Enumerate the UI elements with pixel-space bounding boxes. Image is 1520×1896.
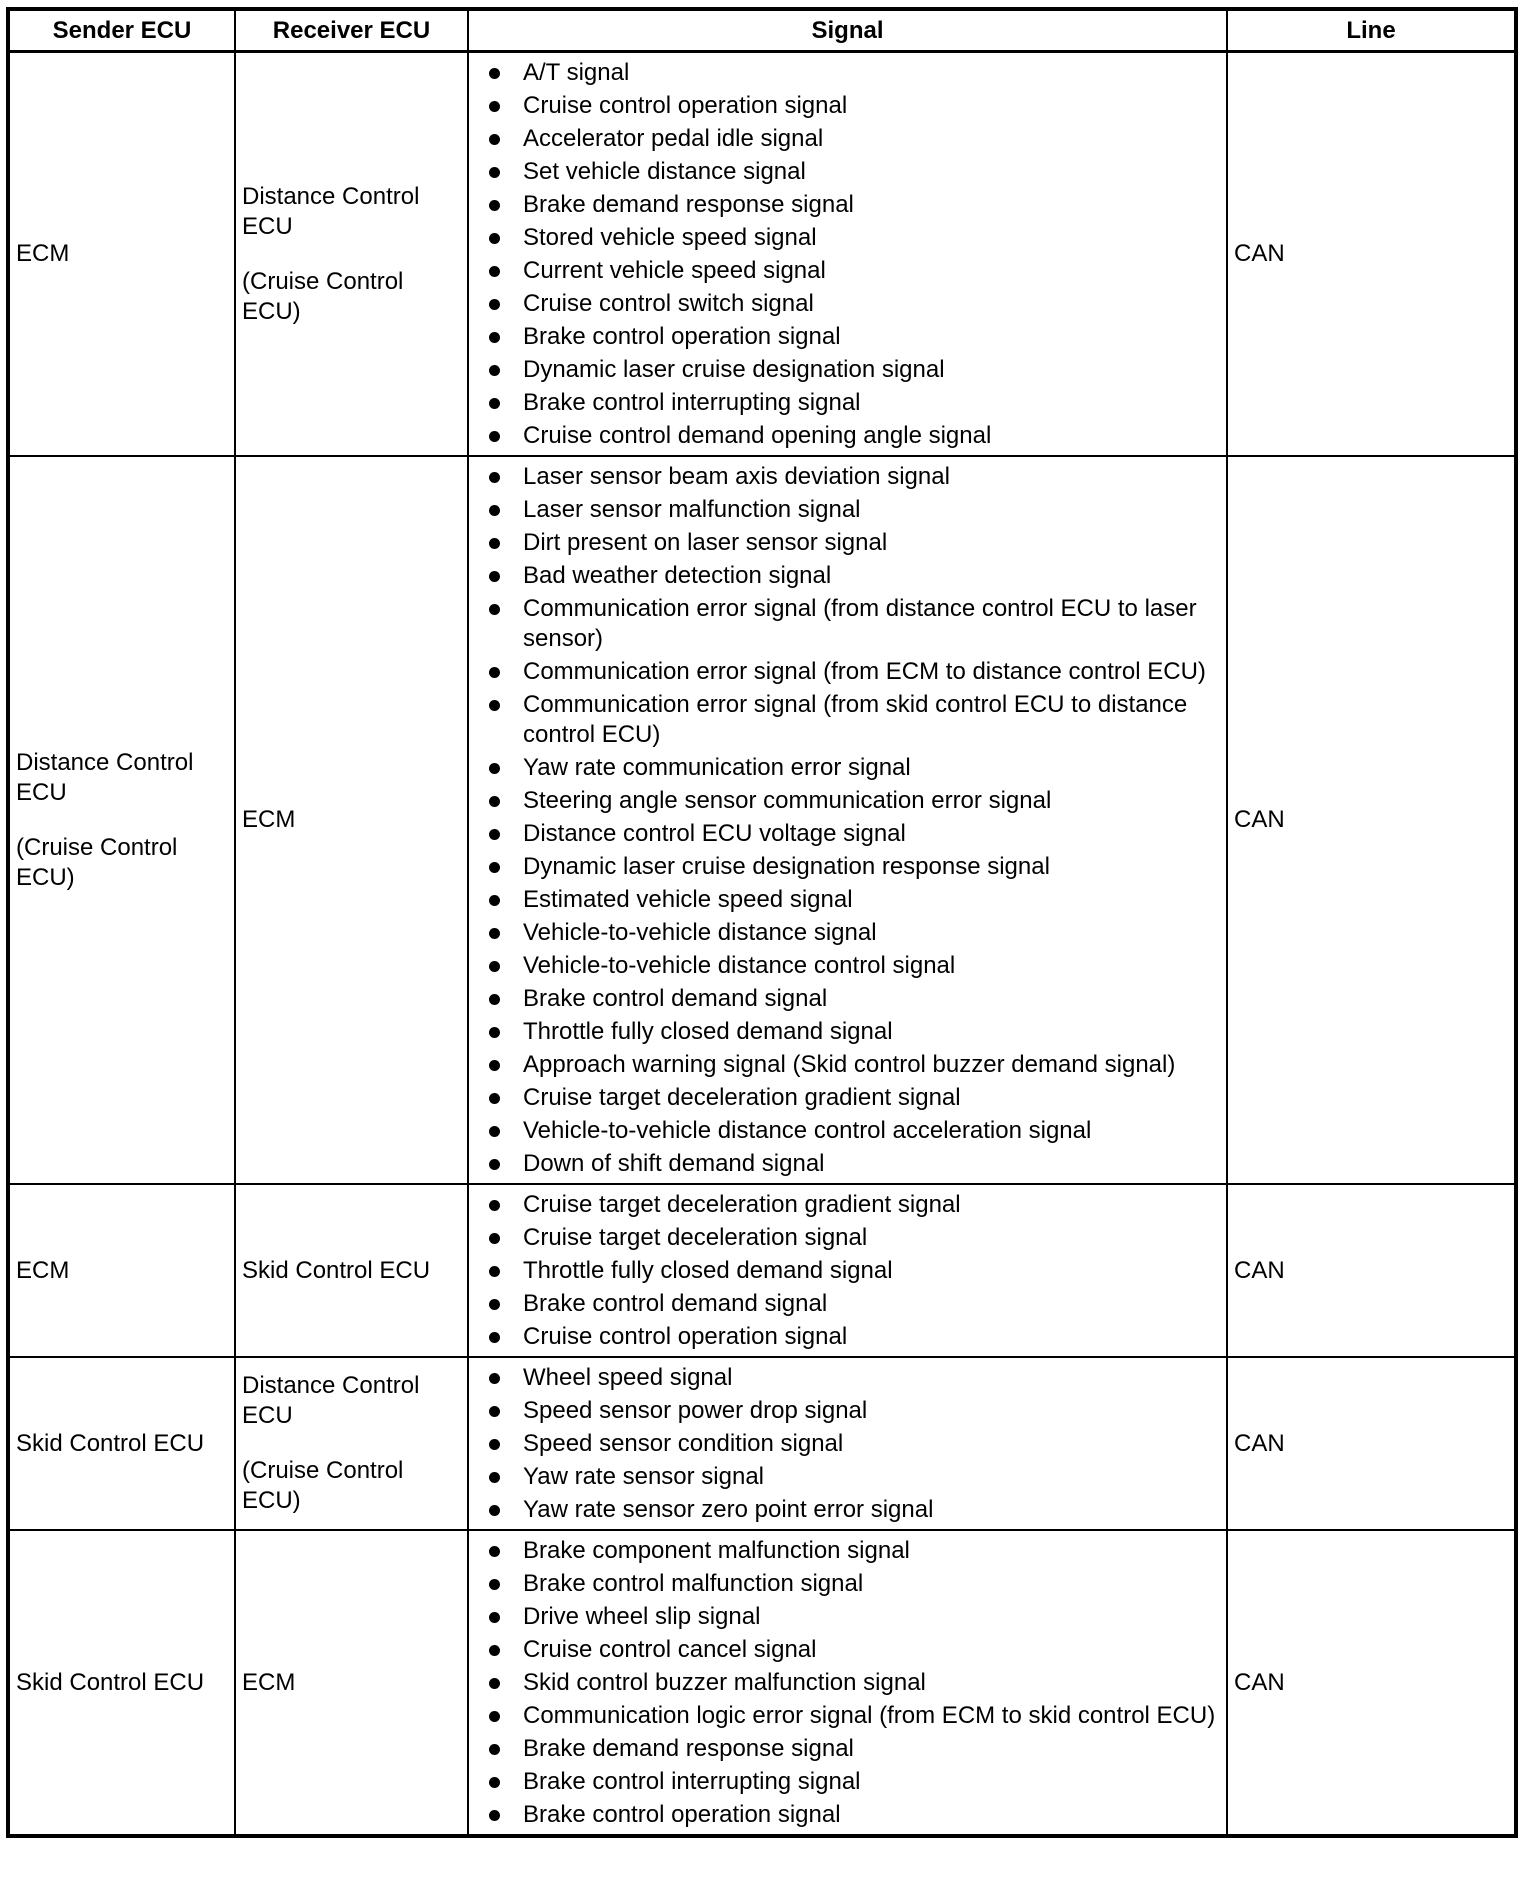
signal-item: Brake demand response signal — [487, 1734, 1222, 1764]
signal-item: Yaw rate sensor signal — [487, 1462, 1222, 1492]
signal-item: Speed sensor power drop signal — [487, 1396, 1222, 1426]
signal-cell — [468, 1530, 1227, 1836]
signal-item: Cruise control demand opening angle signal — [487, 421, 1222, 451]
signal-item: Communication error signal (from ECM to distance control ECU) — [487, 657, 1222, 687]
signal-item: Cruise target deceleration gradient signal — [487, 1083, 1222, 1113]
signal-item: Dynamic laser cruise designation signal — [487, 355, 1222, 385]
signal-item: Cruise target deceleration gradient signal — [487, 1190, 1222, 1220]
line-cell: CAN — [1227, 52, 1516, 457]
receiver-text: ECM — [242, 806, 296, 833]
signal-item: Brake control demand signal — [487, 984, 1222, 1014]
signal-list — [487, 462, 1222, 1179]
signal-item: Stored vehicle speed signal — [487, 223, 1222, 253]
signal-item: Wheel speed signal — [487, 1363, 1222, 1393]
signal-list — [487, 58, 1222, 451]
signal-item: Vehicle-to-vehicle distance control signal — [487, 951, 1222, 981]
signal-item: Throttle fully closed demand signal — [487, 1256, 1222, 1286]
table-header-row — [8, 9, 1516, 52]
receiver-text: Distance Control ECU — [242, 182, 420, 240]
cell-spacer — [16, 808, 228, 833]
sender-cell — [8, 1530, 235, 1836]
receiver-cell — [235, 1184, 468, 1357]
receiver-cell — [235, 52, 468, 457]
table-row — [8, 52, 1516, 457]
receiver-cell — [235, 1357, 468, 1530]
signal-cell — [468, 52, 1227, 457]
line-cell: CAN — [1227, 456, 1516, 1184]
sender-text: (Cruise Control ECU) — [16, 833, 178, 891]
signal-list — [487, 1536, 1222, 1830]
receiver-cell — [235, 1530, 468, 1836]
sender-cell — [8, 1184, 235, 1357]
signal-item: Cruise control operation signal — [487, 1322, 1222, 1352]
line-cell: CAN — [1227, 1184, 1516, 1357]
signal-item: Dynamic laser cruise designation response signal — [487, 852, 1222, 882]
signal-item: Cruise control cancel signal — [487, 1635, 1222, 1665]
receiver-text: (Cruise Control ECU) — [242, 267, 404, 325]
header-receiver: Receiver ECU — [235, 9, 468, 52]
signal-item: Cruise target deceleration signal — [487, 1223, 1222, 1253]
signal-item: Estimated vehicle speed signal — [487, 885, 1222, 915]
table-row — [8, 1184, 1516, 1357]
signal-item: Communication logic error signal (from ECM to skid control ECU) — [487, 1701, 1222, 1731]
signal-cell — [468, 456, 1227, 1184]
signal-item: Brake control malfunction signal — [487, 1569, 1222, 1599]
signal-item: Steering angle sensor communication error signal — [487, 786, 1222, 816]
signal-item: Down of shift demand signal — [487, 1149, 1222, 1179]
signal-item: Drive wheel slip signal — [487, 1602, 1222, 1632]
signal-item: Current vehicle speed signal — [487, 256, 1222, 286]
signal-cell — [468, 1184, 1227, 1357]
sender-cell — [8, 456, 235, 1184]
signal-item: Cruise control switch signal — [487, 289, 1222, 319]
table-row — [8, 1530, 1516, 1836]
header-line: Line — [1227, 9, 1516, 52]
signal-item: Dirt present on laser sensor signal — [487, 528, 1222, 558]
signal-item: Laser sensor malfunction signal — [487, 495, 1222, 525]
cell-spacer — [242, 1431, 461, 1456]
line-cell: CAN — [1227, 1530, 1516, 1836]
signal-item: Yaw rate communication error signal — [487, 753, 1222, 783]
signal-item: Accelerator pedal idle signal — [487, 124, 1222, 154]
receiver-text: Skid Control ECU — [242, 1256, 431, 1284]
signal-item: Vehicle-to-vehicle distance control acceleration signal — [487, 1116, 1222, 1146]
signal-item: Brake control demand signal — [487, 1289, 1222, 1319]
sender-cell — [8, 1357, 235, 1530]
signal-item: Bad weather detection signal — [487, 561, 1222, 591]
sender-cell — [8, 52, 235, 457]
signal-item: Laser sensor beam axis deviation signal — [487, 462, 1222, 492]
signal-item: Distance control ECU voltage signal — [487, 819, 1222, 849]
table-row — [8, 1357, 1516, 1530]
signal-item: Skid control buzzer malfunction signal — [487, 1668, 1222, 1698]
signal-item: Brake demand response signal — [487, 190, 1222, 220]
signal-item: Set vehicle distance signal — [487, 157, 1222, 187]
signal-list — [487, 1190, 1222, 1352]
signal-item: Brake control operation signal — [487, 322, 1222, 352]
receiver-text: Distance Control ECU — [242, 1372, 420, 1429]
cell-spacer — [242, 242, 461, 267]
signal-list — [487, 1363, 1222, 1525]
signal-item: Speed sensor condition signal — [487, 1429, 1222, 1459]
sender-text: ECM — [16, 240, 70, 267]
table-row — [8, 456, 1516, 1184]
signal-item: Brake control interrupting signal — [487, 388, 1222, 418]
line-cell: CAN — [1227, 1357, 1516, 1530]
table-body — [8, 52, 1516, 1837]
receiver-text: (Cruise Control ECU) — [242, 1457, 404, 1514]
signal-item: Approach warning signal (Skid control buzzer demand signal) — [487, 1050, 1222, 1080]
signal-item: Vehicle-to-vehicle distance signal — [487, 918, 1222, 948]
receiver-cell — [235, 456, 468, 1184]
header-sender: Sender ECU — [8, 9, 235, 52]
receiver-text: ECM — [242, 1668, 296, 1696]
signal-item: A/T signal — [487, 58, 1222, 88]
signal-table-container — [6, 7, 1514, 1838]
signal-item: Brake control operation signal — [487, 1800, 1222, 1830]
signal-item: Cruise control operation signal — [487, 91, 1222, 121]
header-signal: Signal — [468, 9, 1227, 52]
signal-item: Throttle fully closed demand signal — [487, 1017, 1222, 1047]
sender-text: Distance Control ECU — [16, 748, 194, 806]
signal-item: Yaw rate sensor zero point error signal — [487, 1495, 1222, 1525]
can-signal-table — [6, 7, 1518, 1838]
signal-item: Brake component malfunction signal — [487, 1536, 1222, 1566]
signal-item: Brake control interrupting signal — [487, 1767, 1222, 1797]
signal-item: Communication error signal (from skid control ECU to distance control ECU) — [487, 690, 1222, 750]
sender-text: Skid Control ECU — [16, 1429, 205, 1457]
signal-item: Communication error signal (from distance control ECU to laser sensor) — [487, 594, 1222, 654]
sender-text: Skid Control ECU — [16, 1668, 205, 1696]
signal-cell — [468, 1357, 1227, 1530]
sender-text: ECM — [16, 1256, 70, 1284]
